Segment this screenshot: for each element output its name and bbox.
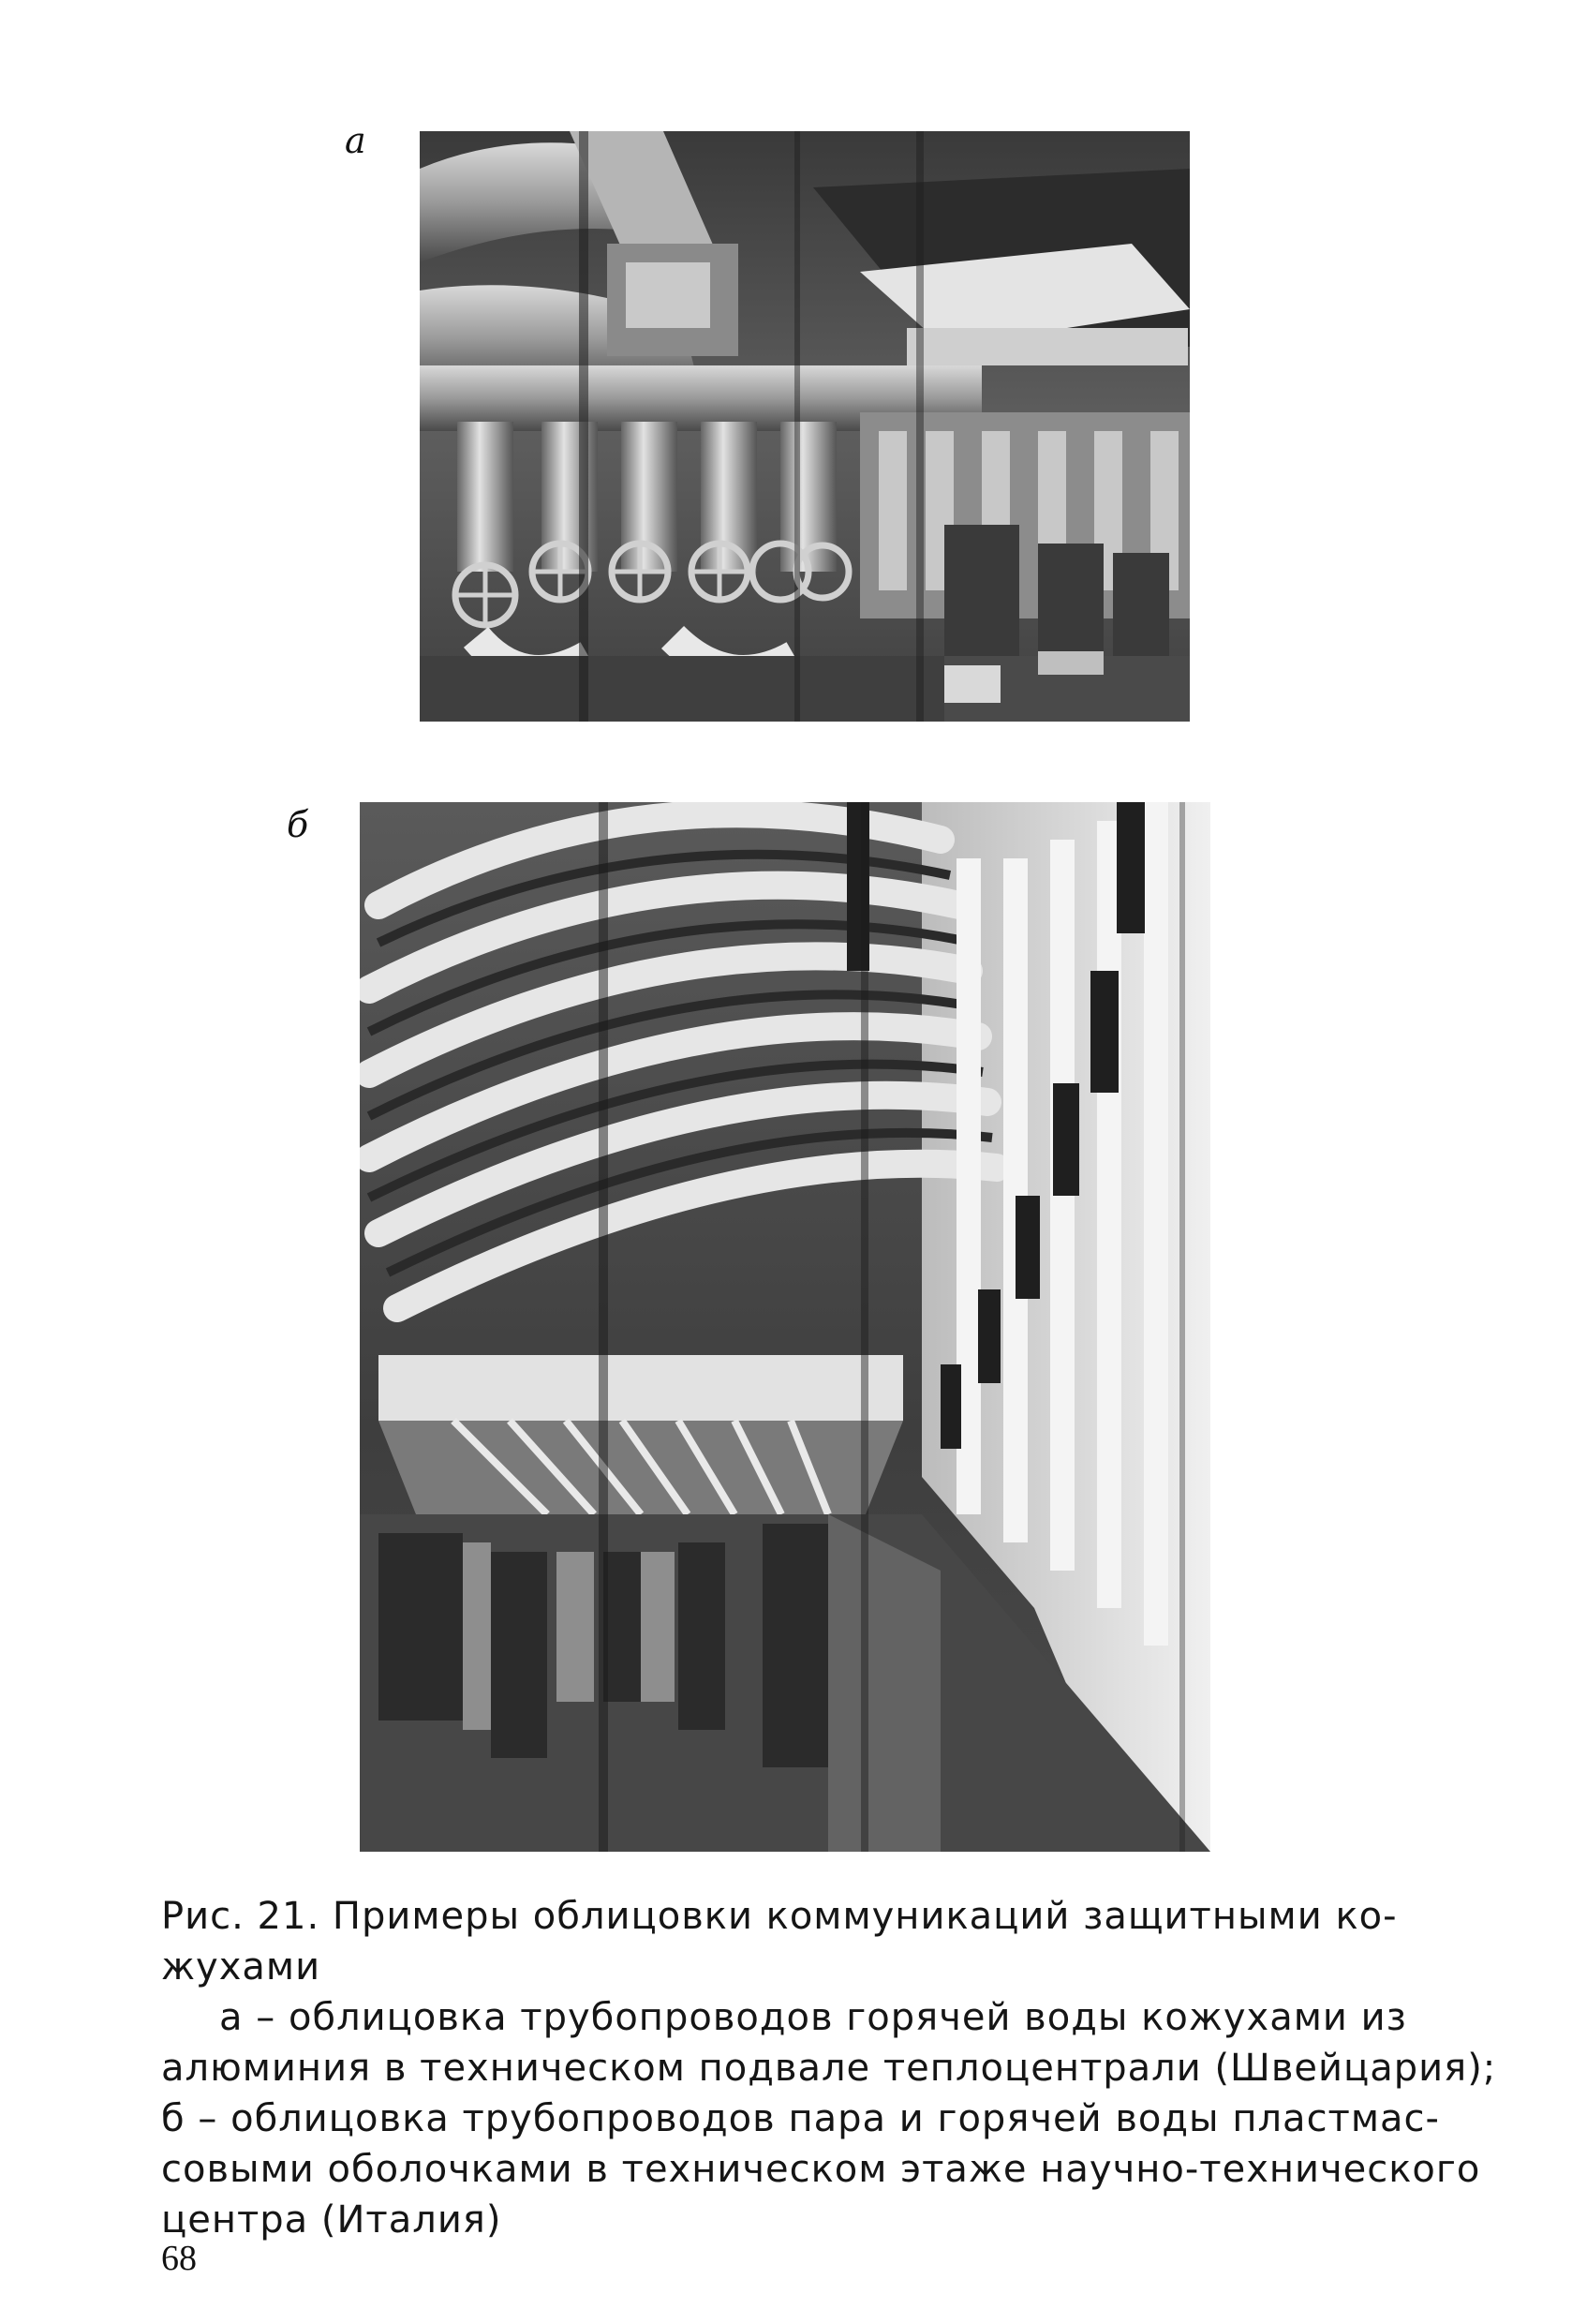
photo-a-boiler-basement bbox=[420, 131, 1190, 722]
caption-title-line1: Рис. 21. Примеры облицовки коммуникаций защитными ко- bbox=[161, 1895, 1398, 1938]
figure-label-a: а bbox=[345, 120, 366, 161]
caption-part-a-line2: алюминия в техническом подвале теплоцентрали (Швейцария); bbox=[161, 2047, 1497, 2090]
caption-part-a-line1: а – облицовка трубопроводов горячей воды кожухами из bbox=[219, 1996, 1407, 2039]
caption-part-b-line1: б – облицовка трубопроводов пара и горячей воды пластмас- bbox=[161, 2097, 1440, 2140]
photo-b-technical-floor bbox=[360, 802, 1210, 1852]
caption-part-b-line2: совыми оболочками в техническом этаже научно-технического bbox=[161, 2148, 1481, 2191]
caption-part-b-line3: центра (Италия) bbox=[161, 2198, 502, 2242]
page-number: 68 bbox=[161, 2239, 197, 2278]
caption-title-line2: жухами bbox=[161, 1945, 321, 1989]
figure-label-b: б bbox=[287, 804, 309, 845]
figure-caption bbox=[161, 1891, 1497, 2245]
